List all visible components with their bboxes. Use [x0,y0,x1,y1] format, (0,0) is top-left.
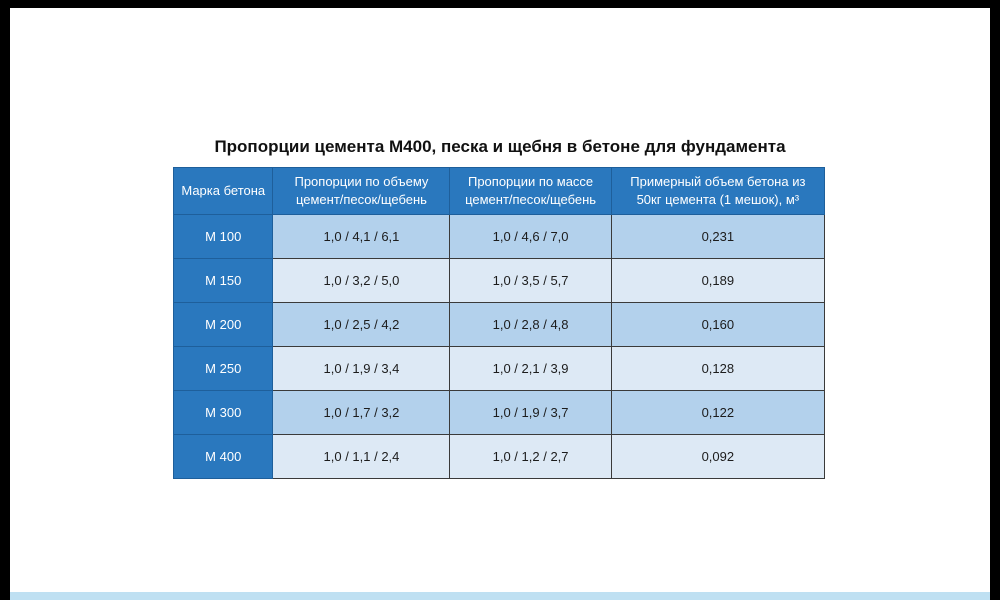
cell-volume-proportions: 1,0 / 1,7 / 3,2 [273,391,450,435]
cell-mass-proportions: 1,0 / 1,2 / 2,7 [450,435,611,479]
table-header-row [174,168,825,215]
table-row [174,391,825,435]
cell-grade: М 150 [174,259,273,303]
cell-volume-proportions: 1,0 / 1,1 / 2,4 [273,435,450,479]
cell-mass-proportions: 1,0 / 3,5 / 5,7 [450,259,611,303]
cell-volume-proportions: 1,0 / 2,5 / 4,2 [273,303,450,347]
header-concrete-volume: Примерный объем бетона из 50кг цемента (1 мешок), м³ [611,168,824,215]
table-row [174,215,825,259]
cell-volume-proportions: 1,0 / 3,2 / 5,0 [273,259,450,303]
cell-mass-proportions: 1,0 / 4,6 / 7,0 [450,215,611,259]
proportions-table [173,167,825,479]
cell-volume-proportions: 1,0 / 4,1 / 6,1 [273,215,450,259]
table-row [174,303,825,347]
cell-volume-proportions: 1,0 / 1,9 / 3,4 [273,347,450,391]
cell-mass-proportions: 1,0 / 2,8 / 4,8 [450,303,611,347]
image-canvas [10,8,990,592]
header-grade: Марка бетона [174,168,273,215]
cell-concrete-volume: 0,092 [611,435,824,479]
table-row [174,435,825,479]
bottom-strip [10,592,990,600]
cell-concrete-volume: 0,160 [611,303,824,347]
cell-mass-proportions: 1,0 / 2,1 / 3,9 [450,347,611,391]
table-title: Пропорции цемента М400, песка и щебня в бетоне для фундамента [214,137,786,156]
cell-grade: М 400 [174,435,273,479]
cell-concrete-volume: 0,189 [611,259,824,303]
table-row [174,259,825,303]
cell-concrete-volume: 0,128 [611,347,824,391]
cell-grade: М 200 [174,303,273,347]
header-volume-proportions: Пропорции по объему цемент/песок/щебень [273,168,450,215]
header-mass-proportions: Пропорции по массе цемент/песок/щебень [450,168,611,215]
cell-concrete-volume: 0,122 [611,391,824,435]
cell-grade: М 250 [174,347,273,391]
cell-grade: М 300 [174,391,273,435]
table-row [174,347,825,391]
cell-grade: М 100 [174,215,273,259]
cell-concrete-volume: 0,231 [611,215,824,259]
cell-mass-proportions: 1,0 / 1,9 / 3,7 [450,391,611,435]
